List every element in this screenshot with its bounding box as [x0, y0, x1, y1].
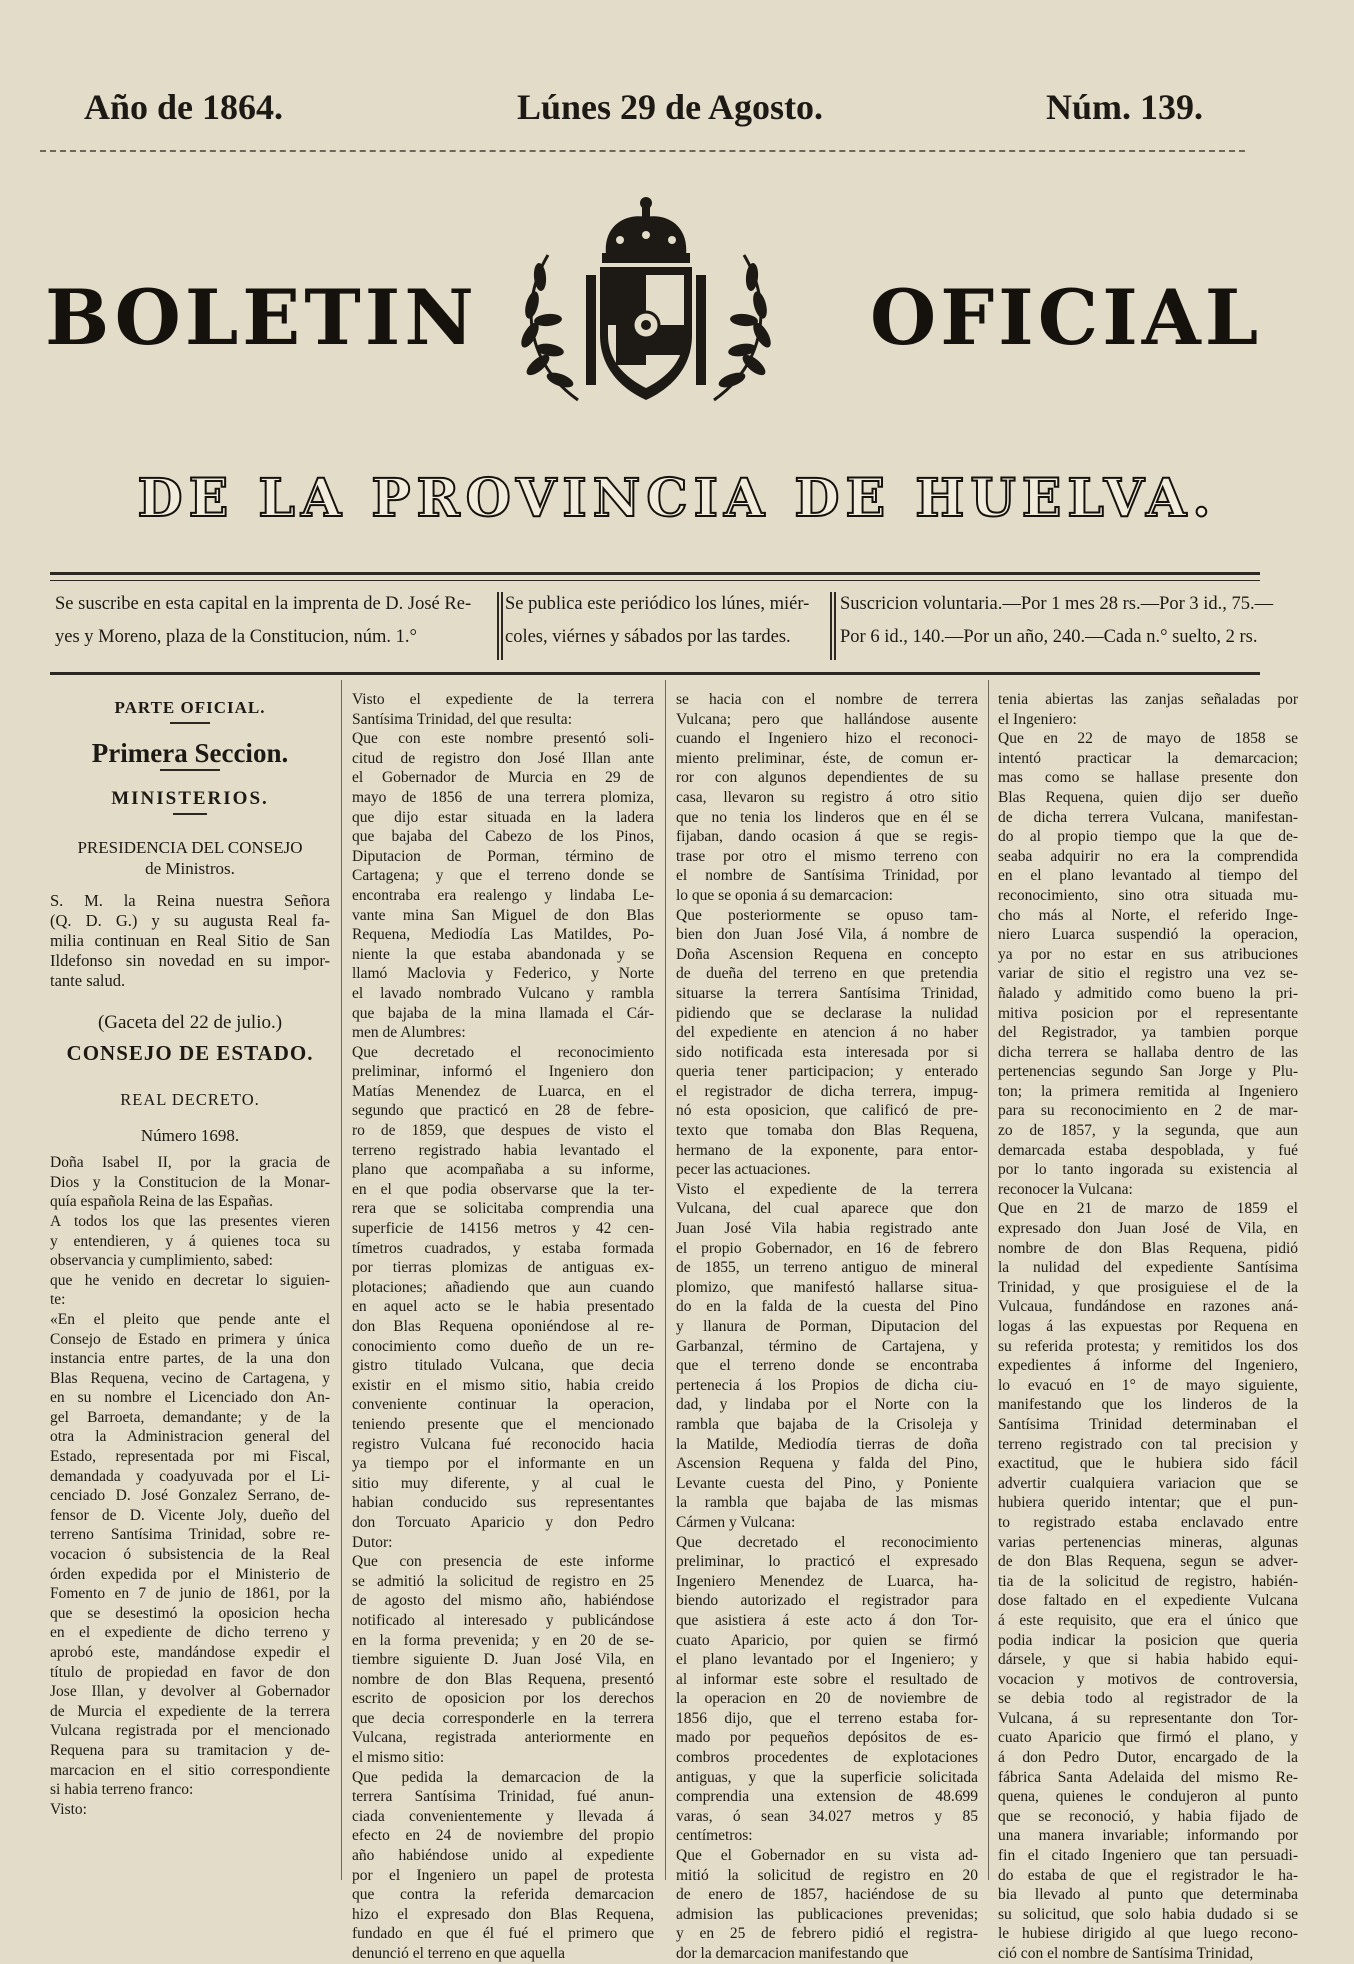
text-line: de agosto del mismo año, habiéndose — [352, 1592, 654, 1610]
text-line: se debia todo al registrador de la — [998, 1690, 1298, 1708]
text-line: Ildefonso sin novedad en su impor- — [50, 950, 330, 970]
text-line: ya tiempo por el informante en un — [352, 1455, 654, 1473]
ornament-rule — [170, 722, 210, 724]
text-line: conveniente continuar la operacion, — [352, 1396, 654, 1414]
text-line: Consejo de Estado en primera y única — [50, 1330, 330, 1348]
text-line: gistro titulado Vulcana, que decia — [352, 1357, 654, 1375]
text-line: centímetros: — [676, 1827, 753, 1845]
text-line: varas, ó sean 34.027 metros y 85 — [676, 1807, 978, 1825]
text-line: Cartagena; y que el terreno donde se — [352, 867, 654, 885]
text-line: fijaban, dando ocasion á que se regis- — [676, 828, 978, 846]
text-line: dor la demarcacion manifestando que — [676, 1945, 909, 1962]
text-line: en el plano levantado al tiempo del — [998, 867, 1298, 885]
text-line: sitio muy diferente, y al cual le — [352, 1474, 654, 1492]
text-line: seaba adquirir no era la comprendida — [998, 847, 1298, 865]
text-line: dársele, y que si habia habido equi- — [998, 1651, 1298, 1669]
text-line: quena, quienes le condujeron al punto — [998, 1788, 1298, 1806]
text-line: Juan José Vila habia registrado ante — [676, 1220, 978, 1238]
text-line: que decia corresponderle en la terrera — [352, 1709, 654, 1727]
text-line: terrera Santísima Trinidad, fué anun- — [352, 1788, 654, 1806]
text-line: que bajaba del Cabezo de los Pinos, — [352, 828, 654, 846]
text-line: el mismo sitio: — [352, 1749, 445, 1767]
issue-date: Lúnes 29 de Agosto. — [517, 87, 824, 127]
text-line: biendo autorizado el registrador para — [676, 1592, 978, 1610]
text-line: si habia terreno franco: — [50, 1781, 194, 1799]
text-line: casa, llevaron su registro á otro sitio — [676, 788, 978, 806]
section-heading: PARTE OFICIAL. — [114, 698, 266, 717]
text-line: tenia abiertas las zanjas señaladas por — [998, 691, 1298, 708]
text-line: Santísima Trinidad determinaban el — [998, 1415, 1298, 1433]
text-line: dad, y lindaba por el Norte con la — [676, 1396, 978, 1414]
header-divider — [40, 150, 1245, 152]
subscription-where — [55, 588, 495, 664]
text-line: citud de registro don José Illan ante — [352, 749, 654, 767]
text-line: plomizo, que manifestó hallarse situa- — [676, 1278, 978, 1296]
text-line: don Torcuato Aparicio y don Pedro — [352, 1513, 654, 1531]
text-line: de Murcia el expediente de la terrera — [50, 1702, 330, 1720]
text-line: efecto en 24 de noviembre del propio — [352, 1827, 654, 1845]
text-line: ro de 1859, que despues de visto el — [352, 1122, 654, 1140]
masthead-title-left: BOLETIN — [45, 273, 478, 362]
text-line: preliminar, lo practicó el expresado — [676, 1553, 978, 1571]
text-line: de dicha terrera Vulcana, manifestan- — [998, 808, 1298, 826]
text-line: expedientes á informe del Ingeniero, — [998, 1357, 1298, 1375]
text-line: niente la que estaba abandonada y se — [352, 945, 654, 963]
text-line: llamó Maclovia y Federico, y Norte — [352, 965, 654, 983]
column-divider — [665, 680, 666, 1880]
text-line: 1856 dijo, que el terreno estaba for- — [676, 1709, 978, 1727]
text-line: á este requisito, que era el único que — [998, 1611, 1298, 1629]
text-line: Por 6 id., 140.—Por un año, 240.—Cada n.° suelto, 2 rs. — [840, 627, 1258, 647]
text-line: mitió la solicitud de registro en 20 — [676, 1866, 978, 1884]
text-line: Jose Illan, y devolver al Gobernador — [50, 1683, 330, 1701]
text-line: cuato Aparicio, por quien se firmó — [676, 1631, 978, 1649]
text-line: mado por pequeños depósitos de es- — [676, 1729, 978, 1747]
text-line: cenciado D. José Gonzalez Serrano, de- — [50, 1487, 330, 1505]
council-heading: CONSEJO DE ESTADO. — [66, 1041, 314, 1066]
text-line: Que el Gobernador en su vista ad- — [676, 1847, 978, 1865]
text-line: fensor de D. Vicente Joly, dueño del — [50, 1506, 330, 1524]
text-line: en su nombre el Licenciado don An- — [50, 1389, 330, 1407]
rule — [50, 580, 1260, 581]
text-line: Dutor: — [352, 1533, 393, 1551]
text-line: para su reconocimiento en 2 de mar- — [998, 1102, 1298, 1120]
text-line: ció con el nombre de Santísima Trinidad, — [998, 1945, 1254, 1962]
text-line: coles, viérnes y sábados por las tardes. — [505, 627, 791, 647]
text-line: que he venido en decretar lo siguien- — [50, 1271, 330, 1289]
text-line: y en 25 de febrero pidió el registra- — [676, 1925, 978, 1943]
text-line: existir en el mismo sitio, habia creido — [352, 1376, 654, 1394]
text-line: fundado en que él fué el primero que — [352, 1925, 654, 1943]
text-line: sido notificada esta interesada por si — [676, 1043, 978, 1061]
text-line: intentó practicar la demarcacion; — [998, 749, 1298, 767]
text-line: Doña Isabel II, por la gracia de — [50, 1154, 330, 1172]
text-line: el plano levantado por el Ingeniero; y — [676, 1651, 978, 1669]
text-line: te: — [50, 1291, 66, 1309]
text-line: pertenecia á los Propios de dicha ciu- — [676, 1376, 978, 1394]
text-line: Que posteriormente se opuso tam- — [676, 906, 978, 924]
text-line: Doña Ascension Requena en concepto — [676, 945, 978, 963]
column-3 — [676, 690, 978, 1962]
text-line: fin el citado Ingeniero que tan persuadi- — [998, 1847, 1298, 1865]
text-line: do al propio tiempo que la que de- — [998, 828, 1298, 846]
text-line: Trinidad, y que prosiguiese el de la — [998, 1278, 1298, 1296]
text-line: bia llevado al punto que determinaba — [998, 1886, 1298, 1904]
masthead-title-right: OFICIAL — [870, 273, 1263, 362]
text-line: nombre de don Blas Requena, pidió — [998, 1239, 1298, 1257]
text-line: el lavado nombrado Vulcano y rambla — [352, 984, 654, 1002]
text-line: pecer las actuaciones. — [676, 1161, 811, 1179]
text-line: to registrado estaba enclavado entre — [998, 1513, 1298, 1531]
text-line: y llanura de Porman, Diputacion del — [676, 1318, 978, 1335]
text-line: pertenencias segundo San Jorge y Plu- — [998, 1063, 1298, 1081]
text-line: plano que acompañaba a su informe, — [352, 1161, 654, 1179]
text-line: Vulcana, registrada anteriormente en — [352, 1729, 654, 1747]
text-line: fábrica Santa Adelaida del mismo Re- — [998, 1768, 1298, 1786]
text-line: yes y Moreno, plaza de la Constitucion, núm. 1.° — [55, 627, 417, 647]
text-line: habian conducido sus representantes — [352, 1494, 654, 1512]
text-line: ñalado y admitido como bueno la pri- — [998, 984, 1298, 1002]
text-line: que se reconoció, y habia fijado de — [998, 1807, 1298, 1825]
text-line: queria tener participacion; y enterado — [676, 1063, 978, 1081]
text-line: Requena, Mediodía Las Matildes, Po- — [352, 926, 654, 944]
column-4 — [998, 690, 1298, 1962]
text-line: antiguas, y que la superficie solicitada — [676, 1768, 978, 1786]
coat-of-arms-icon — [508, 195, 784, 415]
text-line: «En el pleito que pende ante el — [50, 1310, 330, 1328]
text-line: en la forma prevenida; y en 20 de se- — [352, 1631, 654, 1649]
text-line: observancia y cumplimiento, sabed: — [50, 1252, 273, 1270]
text-line: Ascension Requena y falda del Pino, — [676, 1455, 978, 1473]
text-line: expresado don Juan José de Vila, en — [998, 1220, 1298, 1238]
text-line: segundo que practicó en 28 de febre- — [352, 1102, 654, 1120]
text-line: Visto: — [50, 1800, 87, 1818]
text-line: nó esta oposicion, que calificó de pre- — [676, 1102, 978, 1120]
text-line: Se publica este periódico los lúnes, miér- — [505, 594, 810, 614]
text-line: Santísima Trinidad, del que resulta: — [352, 710, 572, 728]
issue-year: Año de 1864. — [84, 87, 284, 127]
text-line: vocacion ó subsistencia de la Real — [50, 1546, 330, 1564]
text-line: Blas Requena, vecino de Cartagena, y — [50, 1369, 330, 1387]
ornament-rule — [173, 813, 207, 815]
text-line: Suscricion voluntaria.—Por 1 mes 28 rs.—Por 3 id., 75.— — [840, 594, 1274, 614]
text-line: quía española Reina de las Españas. — [50, 1193, 273, 1211]
column-2 — [352, 690, 654, 1962]
text-line: dose faltado en el expediente Vulcana — [998, 1592, 1298, 1610]
text-line: advertir cualquiera variacion que se — [998, 1474, 1298, 1492]
text-line: demandada y coadyuvada por el Li- — [50, 1467, 330, 1485]
decree-number: Número 1698. — [140, 1125, 240, 1145]
text-line: logas á las expuestas por Requena en — [998, 1318, 1298, 1335]
text-line: mitiva posicion por el representante — [998, 1004, 1298, 1022]
text-line: denunció el terreno en que aquella — [352, 1945, 566, 1962]
text-line: podia indicar la posicion que queria — [998, 1631, 1298, 1649]
text-line: ton; la primera remitida al Ingeniero — [998, 1082, 1298, 1100]
text-line: terreno Santísima Trinidad, sobre re- — [50, 1526, 330, 1544]
text-line: hubiera querido intentar; que el pun- — [998, 1494, 1298, 1512]
text-line: y entendieren, y á quienes toca su — [50, 1232, 330, 1250]
text-line: se admitió la solicitud de registro en 25 — [352, 1572, 654, 1590]
text-line: que no tenia los linderos que en él se — [676, 808, 978, 826]
text-line: bien don Juan José Vila, á nombre de — [676, 926, 978, 944]
text-line: el nombre de Santísima Trinidad, por — [676, 867, 978, 885]
text-line: varias pertenencias mineras, algunas — [998, 1533, 1298, 1551]
text-line: zo de 1857, y la segunda, que aun — [998, 1122, 1298, 1140]
masthead — [0, 195, 1354, 415]
text-line: registro Vulcana fué reconocido hacia — [352, 1435, 654, 1453]
decree-heading: REAL DECRETO. — [120, 1089, 260, 1109]
text-line: tímetros cuadrados, y estaba formada — [352, 1239, 654, 1257]
text-line: cho más al Norte, el referido Inge- — [998, 906, 1298, 924]
divider — [830, 592, 832, 660]
text-line: otra la Administracion general del — [50, 1428, 330, 1446]
text-line: Se suscribe en esta capital en la imprenta de D. José Re- — [55, 594, 472, 614]
text-line: el registrador de dicha terrera, impug- — [676, 1082, 978, 1100]
text-line: combros procedentes de explotaciones — [676, 1749, 978, 1767]
issue-header — [0, 86, 1354, 136]
section-title: Primera Seccion. — [91, 737, 289, 768]
rule — [50, 572, 1260, 575]
ministry-heading: MINISTERIOS. — [111, 788, 269, 810]
source-note: (Gaceta del 22 de julio.) — [97, 1011, 283, 1033]
text-line: órden expedida por el Ministerio de — [50, 1565, 330, 1583]
text-line: de Ministros. — [145, 858, 235, 878]
text-line: notificado al interesado y publicándose — [352, 1611, 654, 1629]
text-line: en aquel acto se le habia presentado — [352, 1298, 654, 1316]
text-line: preliminar, informó el Ingeniero don — [352, 1063, 654, 1081]
text-line: A todos los que las presentes vieren — [50, 1212, 330, 1230]
text-line: hermano de la exponente, para entor- — [676, 1141, 978, 1159]
text-line: lo evacuó en 1° de mayo siguiente, — [998, 1376, 1298, 1394]
text-line: que bajaba de la mina llamada el Cár- — [352, 1004, 654, 1022]
text-line: Requena para su tramitacion y de- — [50, 1741, 330, 1759]
subscription-schedule — [505, 588, 835, 664]
text-line: Matías Menendez de Luarca, en el — [352, 1082, 654, 1100]
text-line: Que decretado el reconocimiento — [352, 1043, 654, 1061]
text-line: Cármen y Vulcana: — [676, 1513, 796, 1531]
text-line: de don Blas Requena, segun se adver- — [998, 1553, 1298, 1571]
text-line: comprendia una extension de 48.699 — [676, 1788, 978, 1806]
text-line: se hacia con el nombre de terrera — [676, 691, 978, 708]
text-line: en el expediente de dicho terreno y — [50, 1624, 330, 1642]
text-line: al informar este sobre el resultado de — [676, 1670, 978, 1688]
text-line: ror con algunos dependientes de su — [676, 769, 978, 787]
text-line: niero Luarca suspendió la operacion, — [998, 926, 1298, 944]
text-line: hizo el expresado don Blas Requena, — [352, 1905, 654, 1923]
text-line: ya por no estar en sus atribuciones — [998, 945, 1298, 963]
text-line: á don Pedro Dutor, encargado de la — [998, 1749, 1298, 1767]
text-line: por el Ingeniero un papel de protesta — [352, 1866, 654, 1884]
column-1 — [50, 690, 330, 1890]
text-line: año habiéndose unido al expediente — [352, 1847, 654, 1865]
issue-number: Núm. 139. — [1046, 87, 1204, 127]
text-line: que contra la referida demarcacion — [352, 1886, 654, 1904]
text-line: en el que podia observarse que la ter- — [352, 1180, 654, 1198]
text-line: ciada convenientemente y llevada á — [352, 1807, 654, 1825]
text-line: milia continuan en Real Sitio de San — [50, 930, 330, 950]
presidency-heading — [50, 837, 330, 879]
text-line: por tierras plomizas de antiguas ex- — [352, 1259, 654, 1277]
text-line: mas como se hallase presente don — [998, 769, 1298, 787]
text-line: del expediente en atencion á no haber — [676, 1024, 978, 1042]
text-line: que el terreno donde se encontraba — [676, 1357, 978, 1375]
decree-text — [50, 1153, 330, 1819]
text-line: reconocer la Vulcana: — [998, 1180, 1133, 1198]
text-line: Levante cuesta del Pino, y Poniente — [676, 1474, 978, 1492]
text-line: Diputacion de Porman, término de — [352, 847, 654, 865]
royal-health-notice — [50, 891, 330, 991]
text-line: Garbanzal, término de Cartajena, y — [676, 1337, 978, 1355]
text-line: rambla que bajaba de la Crisoleja y — [676, 1415, 978, 1433]
text-line: vocacion y motivos de controversia, — [998, 1670, 1298, 1688]
text-line: Que con presencia de este informe — [352, 1553, 654, 1571]
text-line: Fomento en 7 de junio de 1861, por la — [50, 1585, 330, 1603]
text-line: tia de la solicitud de registro, habién- — [998, 1572, 1298, 1590]
text-line: Que en 21 de marzo de 1859 el — [998, 1200, 1298, 1218]
text-line: Que decretado el reconocimiento — [676, 1533, 978, 1551]
text-line: Que pedida la demarcacion de la — [352, 1768, 654, 1786]
text-line: Visto el expediente de la terrera — [676, 1180, 978, 1198]
text-line: del Registrador, ya tambien porque — [998, 1024, 1298, 1042]
text-line: S. M. la Reina nuestra Señora — [50, 890, 330, 910]
text-line: una manera invariable; informando por — [998, 1827, 1298, 1845]
text-line: Dios y la Constitucion de la Monar- — [50, 1173, 330, 1191]
text-line: cuato Aparicio que firmó el plano, y — [998, 1729, 1298, 1747]
text-line: Ingeniero Menendez de Luarca, ha- — [676, 1572, 978, 1590]
text-line: Visto el expediente de la terrera — [352, 691, 654, 708]
text-line: vante mina San Miguel de don Blas — [352, 906, 654, 924]
column-divider — [988, 680, 989, 1880]
text-line: encontraba era realengo y lindaba Le- — [352, 886, 654, 904]
text-line: aprobó este, mandándose expedir el — [50, 1644, 330, 1661]
text-line: plotaciones; añadiendo que aun cuando — [352, 1278, 654, 1296]
column-divider — [341, 680, 342, 1880]
text-line: cuando el Ingeniero hizo el reconoci- — [676, 730, 978, 748]
text-line: demarcada estaba despoblada, y fué — [998, 1141, 1298, 1159]
text-line: miento preliminar, éste, de comun er- — [676, 749, 978, 767]
ornament-rule — [160, 769, 220, 771]
text-line: nombre de don Blas Requena, presentó — [352, 1670, 654, 1688]
text-line: situarse la terrera Santísima Trinidad, — [676, 984, 978, 1002]
text-line: tante salud. — [50, 970, 126, 990]
text-line: marcacion en el sitio correspondiente — [50, 1761, 330, 1779]
text-line: do estaba de que el registrador le ha- — [998, 1866, 1298, 1884]
text-line: su referida protesta; y remitidos los dos — [998, 1337, 1298, 1355]
text-line: texto que tomaba don Blas Requena, — [676, 1122, 978, 1140]
text-line: manifestando que los linderos de la — [998, 1396, 1298, 1414]
masthead-subtitle: DE LA PROVINCIA DE HUELVA. — [137, 468, 1217, 529]
text-line: el Ingeniero: — [998, 710, 1077, 728]
text-line: que dijo estar situada en la ladera — [352, 808, 654, 826]
text-line: exactitud, que le hubiera sido fácil — [998, 1455, 1298, 1473]
text-line: admision las publicaciones prevenidas; — [676, 1905, 978, 1923]
text-line: (Q. D. G.) y su augusta Real fa- — [50, 910, 330, 930]
text-line: por lo tanto ingorada su existencia al — [998, 1161, 1298, 1179]
text-line: terreno registrado habia levantado el — [352, 1141, 654, 1159]
text-line: tiembre siguiente D. Juan José Vila, en — [352, 1651, 654, 1669]
text-line: lo que se oponia á su demarcacion: — [676, 886, 893, 904]
text-line: variar de sitio el registro una vez se- — [998, 965, 1298, 983]
text-line: Que con este nombre presentó soli- — [352, 730, 654, 748]
text-line: el propio Gobernador, en 16 de febrero — [676, 1239, 978, 1257]
text-line: Vulcana, á su representante don Tor- — [998, 1709, 1298, 1727]
text-line: terreno registrado con tal precision y — [998, 1435, 1298, 1453]
text-line: pidiendo que se declarase la nulidad — [676, 1004, 978, 1022]
text-line: que asistiera á este acto á don Tor- — [676, 1611, 978, 1629]
divider — [497, 592, 499, 660]
text-line: Vulcana; pero que hallándose ausente — [676, 710, 978, 728]
divider — [501, 592, 503, 660]
subscription-strip — [50, 588, 1274, 664]
text-line: la Matilde, Mediodía tierras de doña — [676, 1435, 978, 1453]
text-line: la operacion en 20 de noviembre de — [676, 1690, 978, 1708]
rule — [50, 672, 1260, 675]
text-line: don Blas Requena oponiéndose al re- — [352, 1318, 654, 1335]
text-line: el Gobernador de Murcia en 29 de — [352, 769, 654, 787]
text-line: men de Alumbres: — [352, 1024, 466, 1042]
divider — [834, 592, 836, 660]
text-line: Blas Requena, quien dijo ser dueño — [998, 788, 1298, 806]
text-line: rera que se solicitaba comprendia una — [352, 1200, 654, 1218]
text-line: Vulcana registrada por el mencionado — [50, 1722, 330, 1740]
text-line: do en la falda de la cuesta del Pino — [676, 1298, 978, 1316]
text-line: título de propiedad en favor de don — [50, 1663, 330, 1681]
text-line: gel Barroeta, demandante; y de la — [50, 1408, 330, 1426]
text-line: le hubiese dirigido al que luego recono- — [998, 1925, 1298, 1943]
text-line: instancia entre partes, de la una don — [50, 1350, 330, 1368]
text-line: que se desestimó la oposicion hecha — [50, 1604, 330, 1622]
text-line: Vulcana, del cual aparece que don — [676, 1200, 978, 1218]
text-line: Estado, representada por mi Fiscal, — [50, 1448, 330, 1466]
text-line: PRESIDENCIA DEL CONSEJO — [77, 837, 303, 857]
text-line: Vulcaua, fundándose en razones aná- — [998, 1298, 1298, 1316]
text-line: Que en 22 de mayo de 1858 se — [998, 730, 1298, 748]
text-line: dicha terrera se hallaba dentro de las — [998, 1043, 1298, 1061]
text-line: la nulidad del expediente Santísima — [998, 1259, 1298, 1277]
text-line: trase por otro el mismo terreno con — [676, 847, 978, 865]
text-line: de dueña del terreno en que pretendia — [676, 965, 978, 983]
subscription-prices — [840, 588, 1274, 664]
text-line: superficie de 14156 metros y 42 cen- — [352, 1220, 654, 1238]
text-line: reconocimiento, sino otra situada mu- — [998, 886, 1298, 904]
text-line: de 1855, un terreno antiguo de mineral — [676, 1259, 978, 1277]
text-line: su solicitud, que solo habia dudado si se — [998, 1905, 1298, 1923]
text-line: la rambla que bajaba de las mismas — [676, 1494, 978, 1512]
text-line: mayo de 1856 de una terrera plomiza, — [352, 788, 654, 806]
text-line: teniendo presente que el mencionado — [352, 1415, 654, 1433]
text-line: conocimiento como dueño de un re- — [352, 1337, 654, 1355]
text-line: escrito de oposicion por los derechos — [352, 1690, 654, 1708]
text-line: de enero de 1857, haciéndose de su — [676, 1886, 978, 1904]
